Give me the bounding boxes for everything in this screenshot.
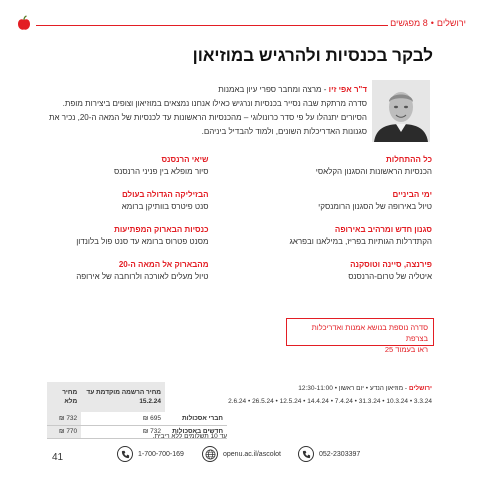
price-footnote: עד 10 תשלומים ללא ריבית. <box>152 433 227 440</box>
schedule-line <box>242 385 432 392</box>
lecture-list <box>47 155 432 281</box>
lecture-item <box>47 190 209 211</box>
lecturer-line <box>167 85 367 94</box>
lecture-item <box>271 190 433 211</box>
page-number: 41 <box>52 452 64 463</box>
breadcrumb-city: ירושלים <box>436 18 466 28</box>
phone-main-contact[interactable] <box>117 446 184 462</box>
phone-alt: 052-2303397 <box>319 450 361 458</box>
price-early: 695 ₪ <box>81 412 165 425</box>
note-line-2: ראו בעמוד 25 <box>384 345 428 354</box>
schedule-details: - מוזיאון הנדע • יום ראשון • 12:30-11:00 <box>298 385 409 392</box>
price-row-label: חדשים באסכולות <box>165 425 227 438</box>
phone-main: 1-700-700-169 <box>138 450 184 458</box>
breadcrumb <box>390 18 466 28</box>
lecture-title: מהבארוק אל המאה ה-20 <box>118 260 209 269</box>
price-header-blank <box>165 382 227 412</box>
price-header-early: מחיר הרשמה מוקדמת עד 15.2.24 <box>81 382 165 412</box>
breadcrumb-separator: • <box>430 18 434 28</box>
whatsapp-phone-icon <box>298 446 314 462</box>
apple-icon <box>17 15 31 31</box>
globe-icon <box>202 446 218 462</box>
whatsapp-contact[interactable] <box>298 446 360 462</box>
lecture-title: כנסיות הבארוק המפתיעות <box>114 225 209 234</box>
lecture-description: הקתדרלות הגותיות בפריז, במילאנו ובפראג <box>289 237 432 246</box>
related-series-note <box>286 318 434 354</box>
lecture-item <box>47 225 209 246</box>
lecture-item <box>47 260 209 281</box>
lecture-title: פירנצה, סיינה וטוסקנה <box>350 260 432 269</box>
lecture-description: איטליה של טרום-הרנסנס <box>348 272 432 281</box>
lecture-title: ימי הביניים <box>392 190 432 199</box>
website-link: openu.ac.il/ascolot <box>223 450 281 458</box>
lecture-description: סנט פיטרס בוותיקן ברומא <box>121 202 209 211</box>
lecturer-name: ד"ר אפי זיו <box>328 85 367 94</box>
price-row-label: חברי אסכולות <box>165 412 227 425</box>
schedule-dates: 3.3.24 • 10.3.24 • 31.3.24 • 7.4.24 • 14.4.24 • 12.5.24 • 26.5.24 • 2.6.24 <box>228 398 432 405</box>
lecture-description: טיול מעלים לאורכה ולרוחבה של אירופה <box>76 272 209 281</box>
lecturer-role: - מרצה ומחבר ספרי עיון באמנות <box>218 85 329 94</box>
breadcrumb-section: 8 מפגשים <box>390 18 428 28</box>
price-regular: 732 ₪ <box>47 412 81 425</box>
lecture-description: הכנסיות הראשונות והסגנון הקלאסי <box>315 167 432 176</box>
lecture-description: טיול באירופה של הסגנון הרומנסקי <box>318 202 432 211</box>
lecture-item <box>271 225 433 246</box>
lecture-description: סיור מופלא בין פניני הרנסנס <box>113 167 209 176</box>
price-header-regular: מחיר מלא <box>47 382 81 412</box>
price-early: 732 ₪ <box>81 425 165 438</box>
lecturer-photo <box>372 80 430 142</box>
price-regular: 770 ₪ <box>47 425 81 438</box>
lecture-item <box>47 155 209 176</box>
lecture-title: שיאי הרנסנס <box>161 155 209 164</box>
table-row <box>47 412 227 425</box>
lecture-item <box>271 155 433 176</box>
note-line-1: סדרה נוספת בנושא אמנות ואדריכלות בצרפת <box>311 323 428 343</box>
header-rule <box>36 25 388 26</box>
lecture-title: כל ההתחלות <box>386 155 432 164</box>
price-table-header <box>47 382 227 412</box>
price-table <box>47 382 227 439</box>
lecture-title: סגנון חדש ומרהיב באירופה <box>334 225 432 234</box>
lecture-description: מסנט פטרוס ברומא עד סנט פול בלונדון <box>76 237 209 246</box>
website-contact[interactable] <box>202 446 281 462</box>
schedule-location: ירושלים <box>408 385 432 392</box>
lecture-item <box>271 260 433 281</box>
series-description: סדרה מרתקת שבה נסייר בכנסיות ונרגיש כאילו אנחנו נמצאים במוזיאון וצופים ביצירות מופת. הסיורים יתנהלו על פי סדר כרונולוגי – מהכנסיות הראשונות עד לכנסיות של המאה ה-20, נכיר את סגנונות האדריכלות השונים, ולמוד להבדיל ביניהם. <box>48 99 367 136</box>
phone-icon <box>117 446 133 462</box>
page-title: לבקר בכנסיות ולהרגיש במוזיאון <box>192 46 433 65</box>
lecture-title: הבזיליקה הגדולה בעולם <box>121 190 209 199</box>
